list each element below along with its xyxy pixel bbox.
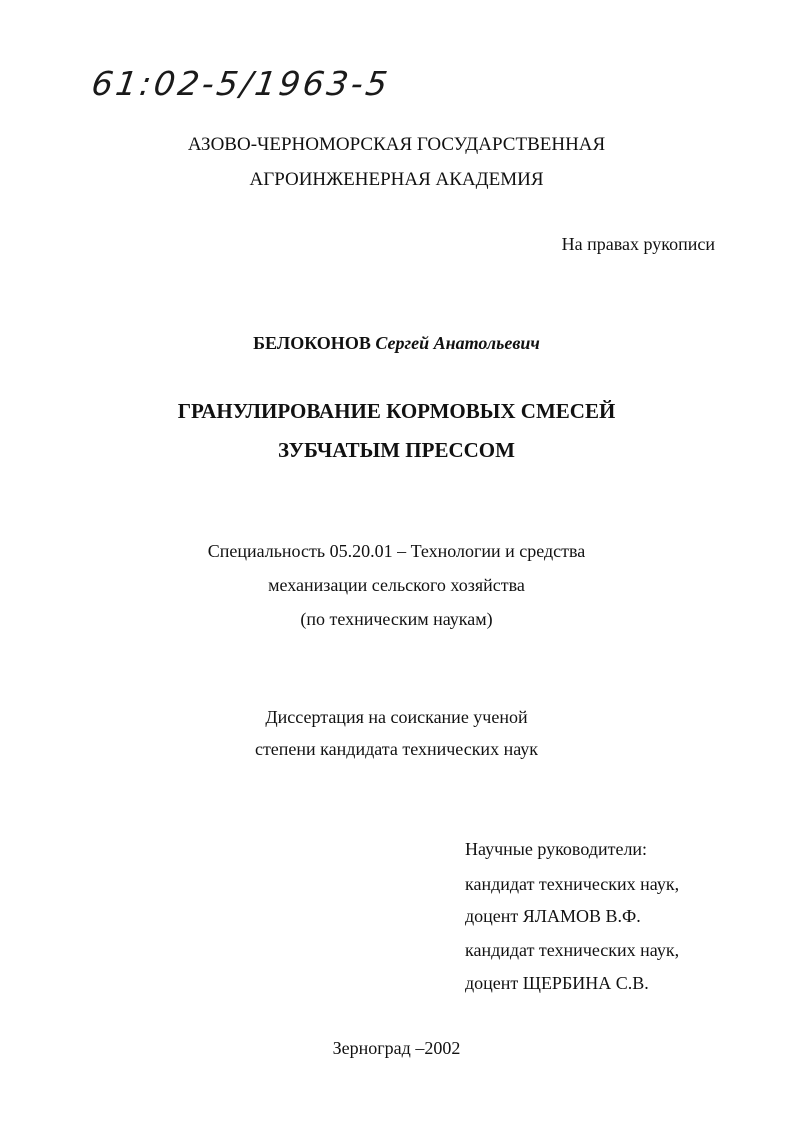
manuscript-rights-note: На правах рукописи <box>561 234 715 254</box>
organization-name-line2: АГРОИНЖЕНЕРНАЯ АКАДЕМИЯ <box>249 169 544 190</box>
author-surname: БЕЛОКОНОВ <box>253 333 371 353</box>
specialty-line1: Специальность 05.20.01 – Технологии и средства <box>207 541 586 561</box>
supervisors-heading: Научные руководители: <box>465 839 648 859</box>
specialty-line3: (по техническим наукам) <box>300 609 493 629</box>
supervisor-1-name: доцент ЯЛАМОВ В.Ф. <box>465 906 641 926</box>
handwritten-catalog-number: 61:02-5/1963-5 <box>89 64 393 103</box>
author-given-names: Сергей Анатольевич <box>375 333 540 353</box>
dissertation-title-line1: ГРАНУЛИРОВАНИЕ КОРМОВЫХ СМЕСЕЙ <box>177 399 616 423</box>
place-and-year: Зерноград –2002 <box>332 1038 461 1058</box>
supervisor-2-name: доцент ЩЕРБИНА С.В. <box>465 973 649 993</box>
dissertation-purpose-line1: Диссертация на соискание ученой <box>265 707 528 727</box>
author-name <box>0 333 793 354</box>
supervisor-1-degree: кандидат технических наук, <box>465 874 680 894</box>
supervisor-2-degree: кандидат технических наук, <box>465 940 680 960</box>
specialty-line2: механизации сельского хозяйства <box>268 575 525 595</box>
organization-name-line1: АЗОВО-ЧЕРНОМОРСКАЯ ГОСУДАРСТВЕННАЯ <box>187 134 606 155</box>
dissertation-purpose-line2: степени кандидата технических наук <box>254 739 539 759</box>
dissertation-title-line2: ЗУБЧАТЫМ ПРЕССОМ <box>278 438 515 462</box>
